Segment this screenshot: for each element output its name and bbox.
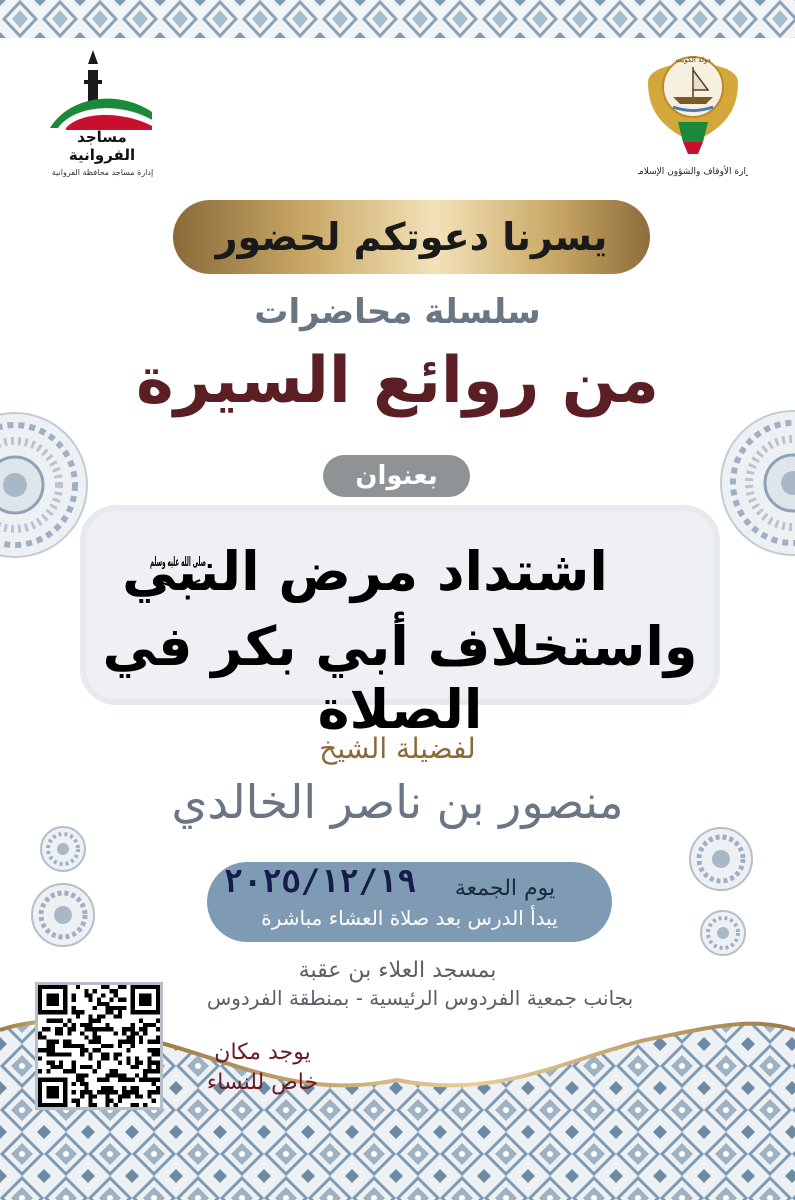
topic-line-2: واستخلاف أبي بكر في الصلاة xyxy=(102,615,698,741)
invitation-banner xyxy=(173,200,650,274)
title-pill-text: بعنوان xyxy=(355,461,438,491)
minaret-logo-icon xyxy=(40,50,165,130)
women-note-line-2: خاص للنساء xyxy=(206,1070,319,1095)
venue-location: بجانب جمعية الفردوس الرئيسية - بمنطقة الفردوس xyxy=(206,986,634,1010)
kuwait-emblem-icon xyxy=(638,42,748,182)
invitation-banner-text: يسرنا دعوتكم لحضور xyxy=(215,215,608,259)
small-rosette-right-1 xyxy=(688,826,754,892)
small-rosette-right-2 xyxy=(700,910,746,956)
series-title: من روائع السيرة xyxy=(136,344,659,418)
title-pill xyxy=(323,455,470,497)
left-rosette xyxy=(0,410,90,560)
awqaf-ministry-logo xyxy=(638,42,748,182)
small-rosette-left-2 xyxy=(30,882,96,948)
series-label: سلسلة محاضرات xyxy=(254,292,541,332)
salutation-calligraphy-icon xyxy=(148,540,208,602)
left-logo-name: مساجد الفروانية xyxy=(68,128,136,164)
right-logo-name: ارة الأوقاف والشؤون الإسلام xyxy=(638,167,746,177)
salutation-text: صلى الله عليه وسلم xyxy=(150,555,206,570)
right-logo-state: دولة الكويت xyxy=(675,56,711,64)
schedule-date: ٢٠٢٥/١٢/١٩ xyxy=(223,862,417,900)
schedule-note: يبدأ الدرس بعد صلاة العشاء مباشرة xyxy=(261,906,558,930)
left-logo-subtitle: إدارة مساجد محافظة الفروانية xyxy=(51,168,154,177)
right-rosette xyxy=(718,408,795,558)
top-tile-border xyxy=(0,0,795,38)
qr-code[interactable] xyxy=(35,982,163,1110)
schedule-day: يوم الجمعة xyxy=(454,876,556,901)
small-rosette-left-1 xyxy=(40,826,86,872)
women-note-line-1: يوجد مكان xyxy=(214,1040,311,1065)
topic-line-1: اشتداد مرض النبي xyxy=(122,540,608,603)
farwaniya-mosques-logo xyxy=(40,50,165,185)
venue-mosque: بمسجد العلاء بن عقبة xyxy=(298,958,497,983)
sheikh-name: منصور بن ناصر الخالدي xyxy=(171,775,624,829)
qr-code-icon xyxy=(38,985,160,1107)
sheikh-label: لفضيلة الشيخ xyxy=(319,732,476,765)
